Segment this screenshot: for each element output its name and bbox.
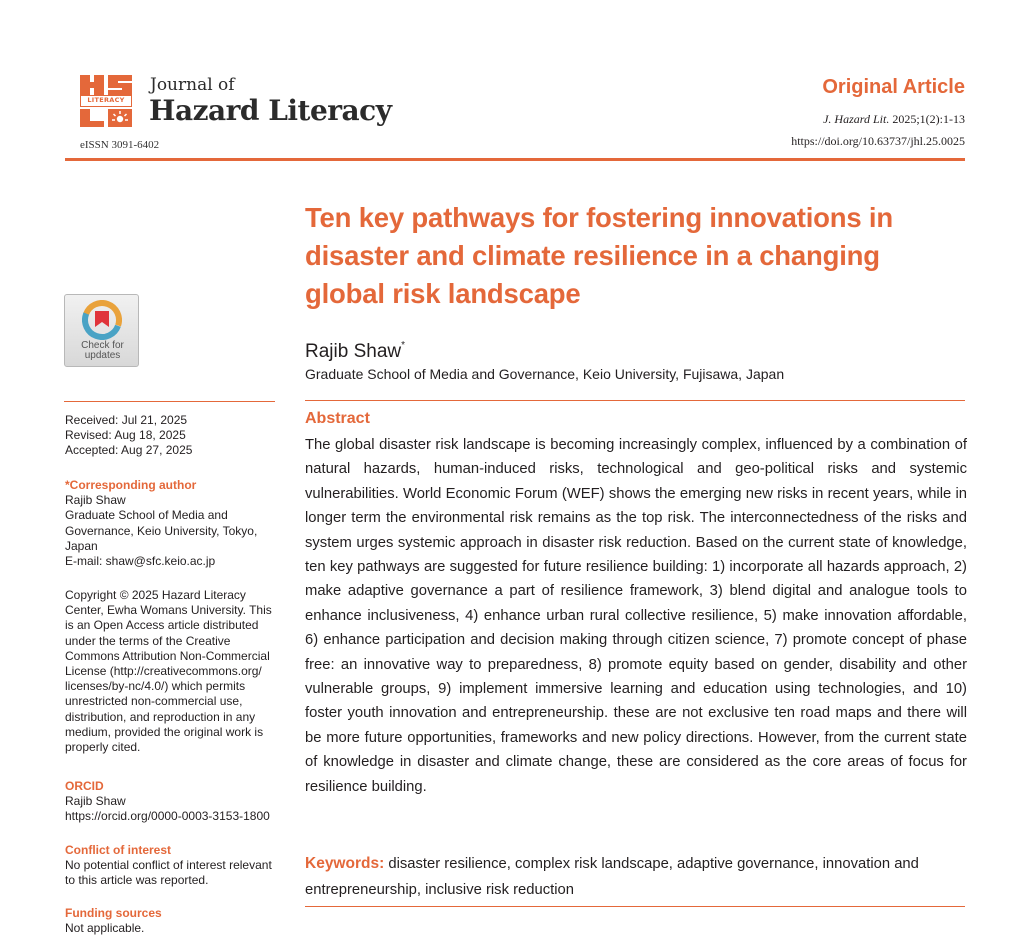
journal-of-label: Journal of: [150, 75, 235, 95]
copyright-line: Commons Attribution Non-Commercial: [65, 648, 270, 663]
corresponding-email[interactable]: E-mail: shaw@sfc.keio.ac.jp: [65, 554, 216, 569]
conflict-heading: Conflict of interest: [65, 843, 172, 857]
keywords-bottom-divider: [305, 906, 965, 907]
corresponding-line: Rajib Shaw: [65, 493, 126, 508]
keywords-heading: Keywords:: [305, 855, 385, 872]
check-for-updates-label: [65, 341, 140, 361]
copyright-line: Copyright © 2025 Hazard Literacy: [65, 588, 246, 602]
check-for-updates-button[interactable]: [64, 294, 139, 367]
title-line: global risk landscape: [305, 278, 581, 309]
logo-band-text: LITERACY: [80, 95, 132, 107]
corresponding-heading: *Corresponding author: [65, 478, 197, 492]
corresponding-line: Governance, Keio University, Tokyo,: [65, 523, 258, 538]
copyright-line: is an Open Access article distributed: [65, 618, 259, 633]
doi-link[interactable]: https://doi.org/10.63737/jhl.25.0025: [791, 134, 965, 148]
author-name-text: Rajib Shaw: [305, 341, 402, 362]
copyright-notice: [65, 588, 280, 755]
funding-line: Not applicable.: [65, 921, 145, 936]
funding-section: [65, 906, 280, 936]
author-name: [305, 340, 405, 363]
copyright-line: under the terms of the Creative: [65, 633, 231, 648]
article-title: [305, 199, 965, 313]
orcid-author: Rajib Shaw: [65, 794, 126, 809]
funding-heading: Funding sources: [65, 906, 162, 920]
keywords-text: disaster resilience, complex risk landscape, adaptive governance, innovation and entrepreneurship, inclusive risk reduction: [305, 856, 919, 898]
copyright-line[interactable]: License (http://creativecommons.org/: [65, 664, 262, 679]
journal-logo-icon: [80, 75, 132, 127]
conflict-section: [65, 843, 280, 889]
eissn: eISSN 3091-6402: [80, 139, 160, 151]
article-type: Original Article: [822, 76, 965, 98]
received-date: Received: Jul 21, 2025: [65, 413, 188, 427]
corresponding-line: Graduate School of Media and: [65, 508, 228, 523]
article-dates: [65, 413, 280, 459]
copyright-line[interactable]: licenses/by-nc/4.0/) which permits: [65, 679, 246, 694]
header-divider: [65, 158, 965, 161]
copyright-line: unrestricted non-commercial use,: [65, 694, 243, 709]
journal-name: Hazard Literacy: [149, 94, 392, 127]
orcid-link[interactable]: https://orcid.org/0000-0003-3153-1800: [65, 809, 270, 824]
revised-date: Revised: Aug 18, 2025: [65, 428, 186, 443]
corresponding-mark: *: [401, 340, 406, 351]
abstract-text: The global disaster risk landscape is becoming increasingly complex, influenced by a combination of natural hazards, human-induced risks, technological and geo-political risks and systemic vulnerabilities. World Economic Forum (WEF) shows the emerging new risks in recent years, while in longer term the environmental risk remains as the top risk. The interconnectedness of the risks and system urges systemic approach in disaster risk reduction. Based on the current state of knowledge, ten key pathways are suggested for future resilience building: 1) incorporate all hazards approach, 2) make adaptive governance a part of resilience framework, 3) blend digital and analogue tools to enhance inclusiveness, 4) enhance urban rural collective resilience, 5) make innovation affordable, 6) enhance participation and decision making through citizen science, 7) promote concept of phase free: an innovative way to preparedness, 8) promote equity based on gender, disability and other vulnerable groups, 9) implement immersive learning and education using technologies, and 10) foster youth innovation and entrepreneurship. these are not exclusive ten road maps and there will be more future opportunities, frameworks and new policy directions. However, from the current state of knowledge in disaster and climate change, these are considered as the core areas of focus for resilience building.: [305, 437, 967, 795]
citation: [823, 112, 965, 127]
orcid-section: [65, 779, 280, 825]
conflict-line: No potential conflict of interest relevant: [65, 858, 272, 873]
copyright-line: distribution, and reproduction in any: [65, 709, 256, 724]
citation-volume: 2025;1(2):1-13: [889, 112, 965, 126]
title-line: disaster and climate resilience in a changing: [305, 240, 880, 271]
abstract-heading: Abstract: [305, 410, 370, 427]
check-for-updates-icon: [82, 300, 122, 340]
keywords: [305, 851, 967, 903]
copyright-line: Center, Ewha Womans University. This: [65, 603, 272, 618]
title-line: Ten key pathways for fostering innovations in: [305, 202, 893, 233]
citation-journal-abbr: J. Hazard Lit.: [823, 112, 890, 126]
conflict-line: to this article was reported.: [65, 873, 209, 888]
check-label-line: updates: [84, 350, 121, 361]
copyright-line: properly cited.: [65, 740, 141, 755]
corresponding-author: [65, 478, 280, 569]
accepted-date: Accepted: Aug 27, 2025: [65, 443, 193, 458]
sidebar-divider: [64, 401, 275, 402]
check-label-line: Check for: [81, 340, 124, 351]
orcid-heading: ORCID: [65, 779, 104, 793]
corresponding-line: Japan: [65, 538, 98, 553]
abstract-top-divider: [305, 400, 965, 401]
copyright-line: medium, provided the original work is: [65, 724, 264, 739]
author-affiliation: Graduate School of Media and Governance, Keio University, Fujisawa, Japan: [305, 366, 785, 382]
